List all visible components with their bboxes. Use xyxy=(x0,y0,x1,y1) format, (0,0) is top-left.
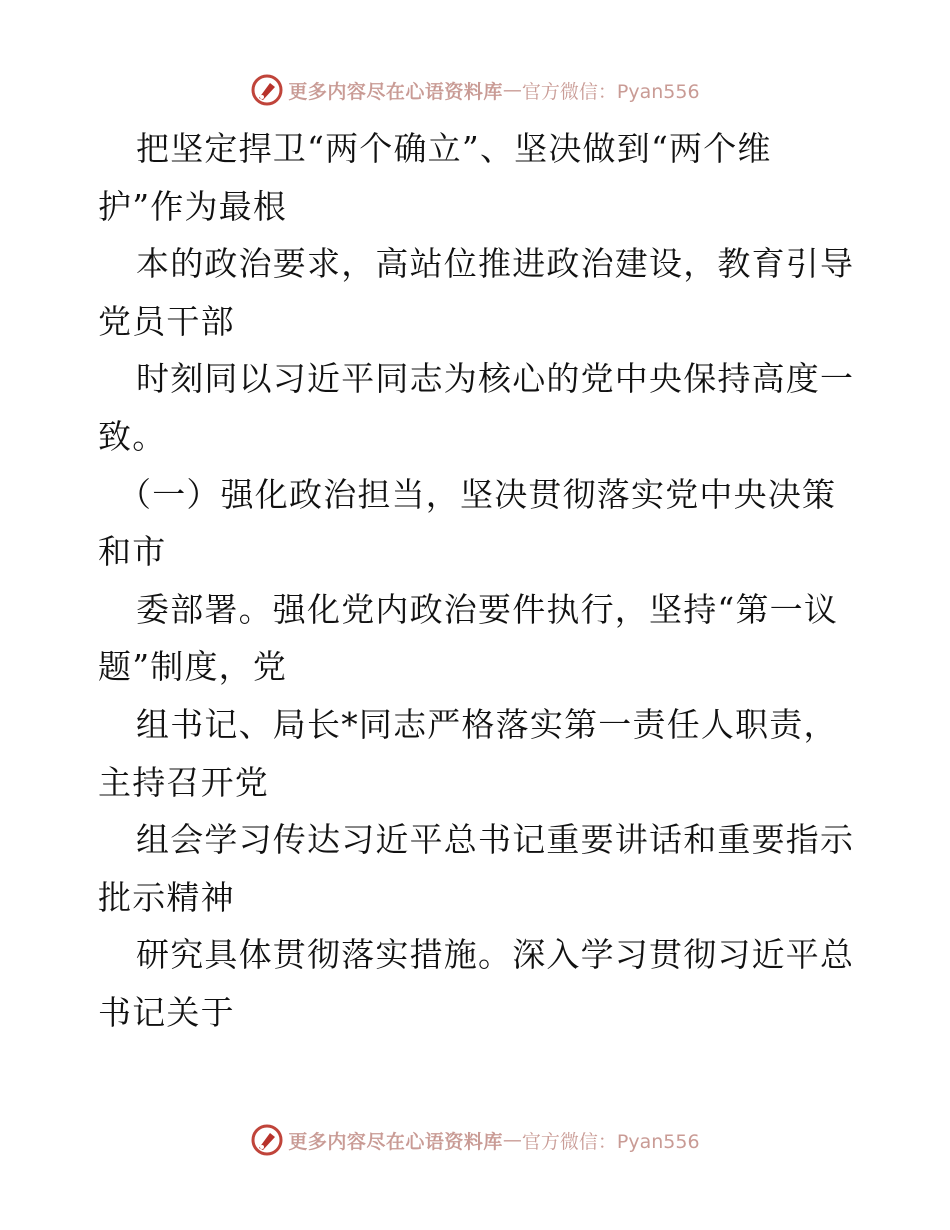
body-line: 护”作为最根 xyxy=(98,186,288,226)
body-line: 书记关于 xyxy=(98,992,235,1032)
body-line: 组书记、局长*同志严格落实第一责任人职责， xyxy=(136,704,838,744)
body-line: 本的政治要求，高站位推进政治建设，教育引导 xyxy=(136,244,855,284)
pen-nib-circle-icon xyxy=(250,73,284,107)
body-line: 时刻同以习近平同志为核心的党中央保持高度一 xyxy=(136,359,855,399)
document-body xyxy=(98,120,858,1042)
watermark-site-text: 更多内容尽在心语资料库 xyxy=(288,1130,503,1153)
body-line: 把坚定捍卫“两个确立”、坚决做到“两个维 xyxy=(136,129,772,168)
body-line: 组会学习传达习近平总书记重要讲话和重要指示 xyxy=(136,820,855,860)
footer-watermark xyxy=(0,1120,950,1160)
body-line: 批示精神 xyxy=(98,877,235,917)
body-line: 研究具体贯彻落实措施。深入学习贯彻习近平总 xyxy=(136,935,855,975)
section-heading-line: （一）强化政治担当，坚决贯彻落实党中央决策 xyxy=(118,474,837,514)
pen-nib-circle-icon xyxy=(250,1123,284,1157)
watermark-separator: — xyxy=(502,79,522,101)
body-line: 委部署。强化党内政治要件执行，坚持“第一议 xyxy=(136,589,839,629)
body-line: 题”制度，党 xyxy=(98,647,288,687)
body-line: 党员干部 xyxy=(98,301,235,341)
body-line: 主持召开党 xyxy=(98,762,269,802)
watermark-contact-text: 官方微信：Pyan556 xyxy=(521,1130,700,1153)
watermark-site-text: 更多内容尽在心语资料库 xyxy=(288,80,503,103)
header-watermark xyxy=(0,70,950,110)
body-line: 和市 xyxy=(98,532,167,572)
watermark-separator: — xyxy=(502,1129,522,1151)
watermark-contact-text: 官方微信：Pyan556 xyxy=(521,80,700,103)
body-line: 致。 xyxy=(98,416,167,456)
